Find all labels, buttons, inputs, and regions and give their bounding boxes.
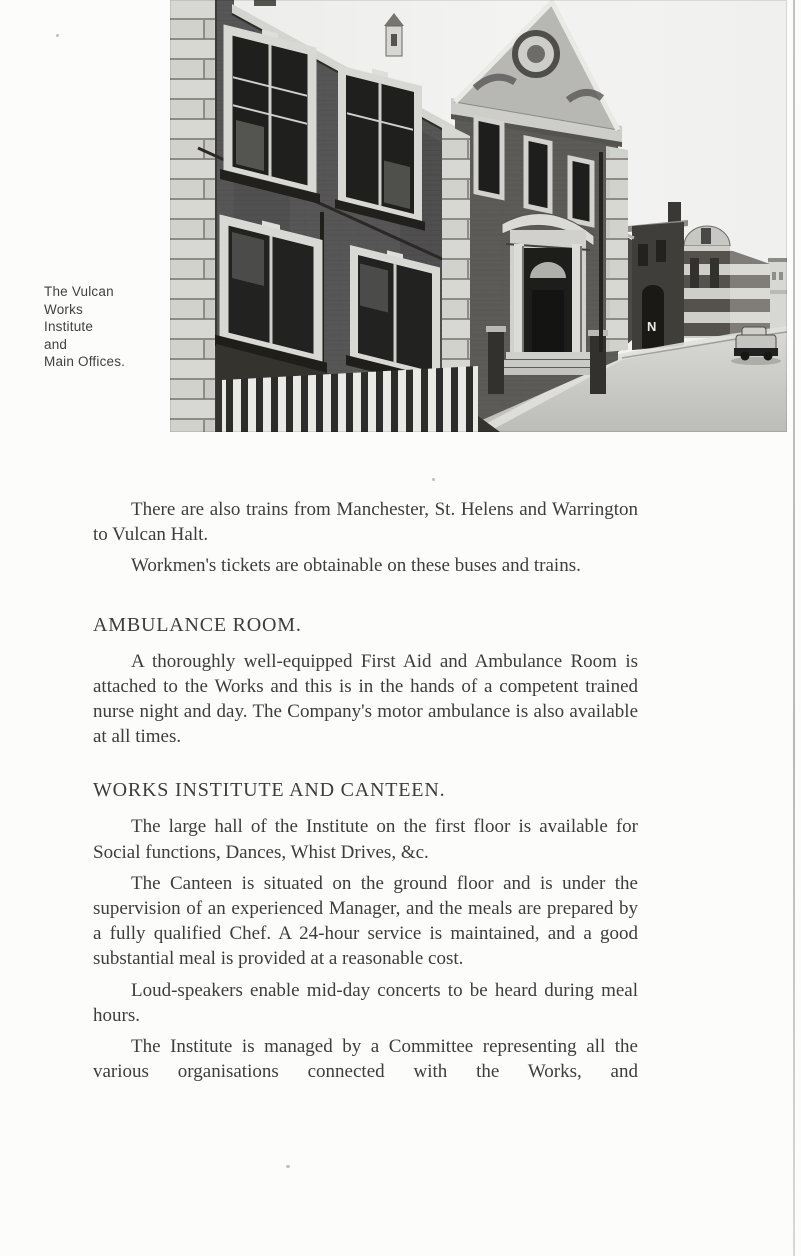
upper-window-left xyxy=(220,19,320,204)
paragraph-canteen: The Canteen is situated on the ground floor and is under the supervision of an experienced Manager, and the meals are prepared by a fully qualified Chef. A 24-hour service is maintained, and a good substantial meal is provided at a reasonable cost. xyxy=(93,872,638,970)
paragraph-trains-manchester: There are also trains from Manchester, St. Helens and Warrington to Vulcan Halt. xyxy=(93,499,638,546)
paragraph-institute-hall: The large hall of the Institute on the first floor is available for Social functions, Dances, Whist Drives, &c. xyxy=(93,816,638,863)
upper-window-right xyxy=(335,59,425,230)
pavilion-window-1 xyxy=(476,118,502,198)
heading-works-institute-canteen: WORKS INSTITUTE AND CANTEEN. xyxy=(93,779,446,802)
pavilion-right-quoins xyxy=(606,146,628,352)
scan-speck xyxy=(432,478,435,481)
body-text xyxy=(93,497,638,1090)
gabled-striped-building xyxy=(684,226,730,338)
striped-terrace xyxy=(730,250,770,338)
scan-speck xyxy=(56,34,59,37)
scan-speck xyxy=(286,1165,290,1168)
paragraph-loudspeakers: Loud-speakers enable mid-day concerts to be heard during meal hours. xyxy=(93,979,638,1026)
building-sign-letter: N xyxy=(647,319,657,334)
paragraph-first-aid-room: A thoroughly well-equipped First Aid and Ambulance Room is attached to the Works and this is in the hands of a competent trained nurse night and day. The Company's motor ambulance is also available at all times. xyxy=(93,650,638,748)
distant-building xyxy=(768,258,787,332)
pavilion-window-2 xyxy=(526,138,550,211)
photograph-vulcan-works xyxy=(170,0,787,432)
paragraph-institute-committee: The Institute is managed by a Committee representing all the various organisations connected with the Works, and xyxy=(93,1036,638,1083)
pavilion-window-3 xyxy=(570,158,592,225)
photo-illustration xyxy=(170,0,787,432)
caption-line: Main Offices. xyxy=(44,354,126,369)
paragraph-workmens-tickets: Workmen's tickets are obtainable on these buses and trains. xyxy=(131,555,581,577)
caption-line: Institute xyxy=(44,319,94,334)
page-edge-line xyxy=(793,0,795,1256)
caption-line: Works xyxy=(44,301,84,317)
caption-line: The Vulcan xyxy=(44,284,114,299)
caption-line: and xyxy=(44,336,68,352)
heading-ambulance-room: AMBULANCE ROOM. xyxy=(93,613,302,636)
photo-caption xyxy=(44,283,174,371)
corner-quoins xyxy=(170,0,216,432)
